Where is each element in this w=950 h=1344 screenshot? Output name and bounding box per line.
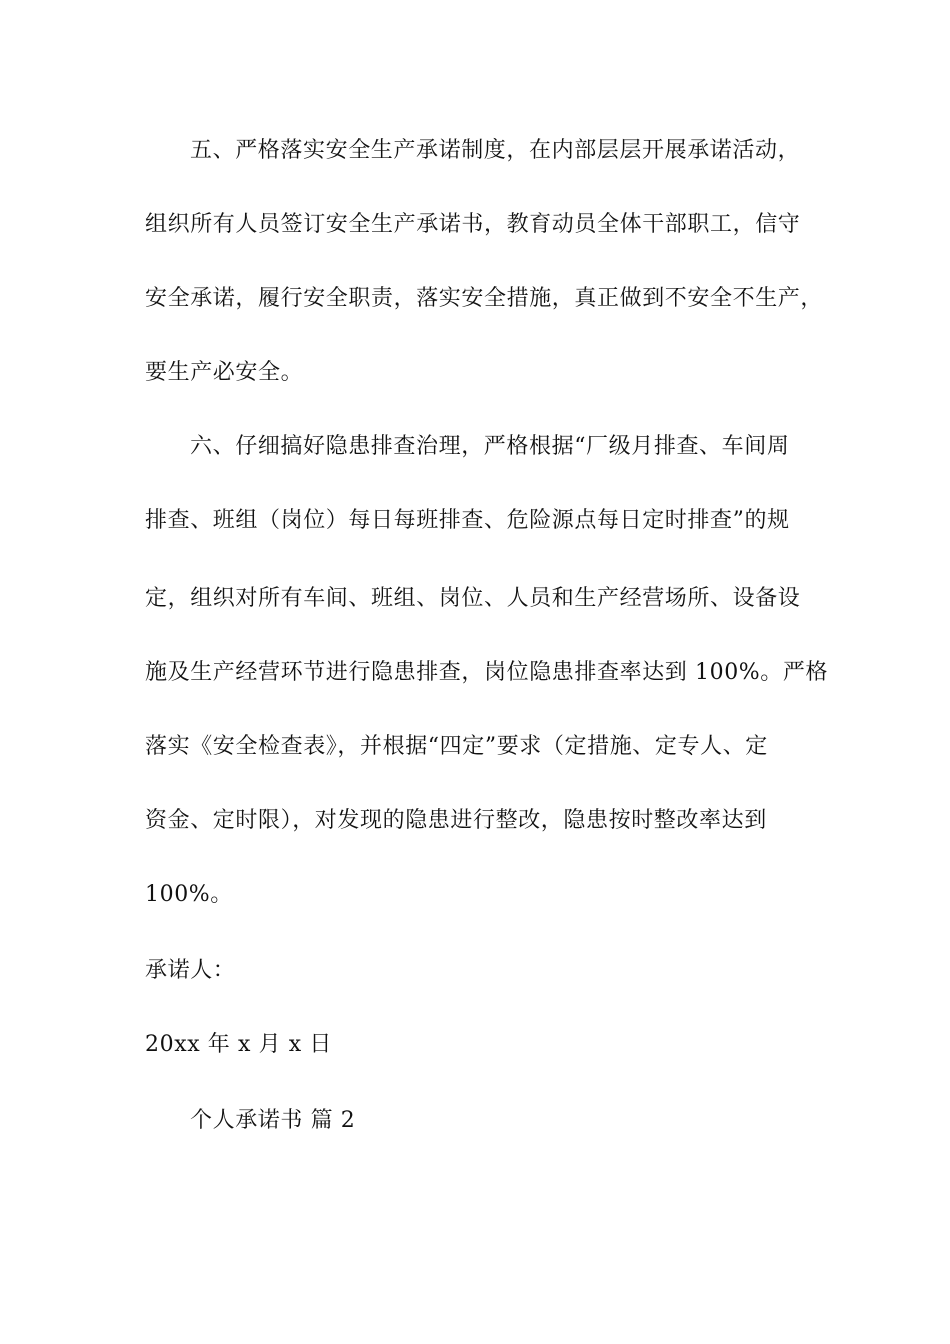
paragraph-6-line-2: 排查、班组（岗位）每日每班排查、危险源点每日定时排查”的规 [145, 508, 790, 533]
paragraph-6-line-7: 100%。 [145, 882, 233, 907]
paragraph-6-line-3: 定，组织对所有车间、班组、岗位、人员和生产经营场所、设备设 [145, 586, 801, 611]
paragraph-6-line-1: 六、仔细搞好隐患排查治理，严格根据“厂级月排查、车间周 [190, 434, 790, 459]
paragraph-6-line-6: 资金、定时限），对发现的隐患进行整改，隐患按时整改率达到 [145, 808, 767, 833]
date-line: 20xx 年 x 月 x 日 [145, 1032, 332, 1057]
paragraph-5-line-3: 安全承诺，履行安全职责，落实安全措施，真正做到不安全不生产， [145, 286, 824, 311]
paragraph-5-line-1: 五、严格落实安全生产承诺制度，在内部层层开展承诺活动， [190, 138, 801, 163]
paragraph-5-line-2: 组织所有人员签订安全生产承诺书，教育动员全体干部职工，信守 [145, 212, 801, 237]
signer-label: 承诺人： [145, 958, 236, 983]
paragraph-5-line-4: 要生产必安全。 [145, 360, 304, 385]
paragraph-6-line-4: 施及生产经营环节进行隐患排查，岗位隐患排查率达到 100%。严格 [145, 660, 829, 685]
section-title: 个人承诺书 篇 2 [190, 1108, 356, 1133]
paragraph-6-line-5: 落实《安全检查表》，并根据“四定”要求（定措施、定专人、定 [145, 734, 768, 759]
